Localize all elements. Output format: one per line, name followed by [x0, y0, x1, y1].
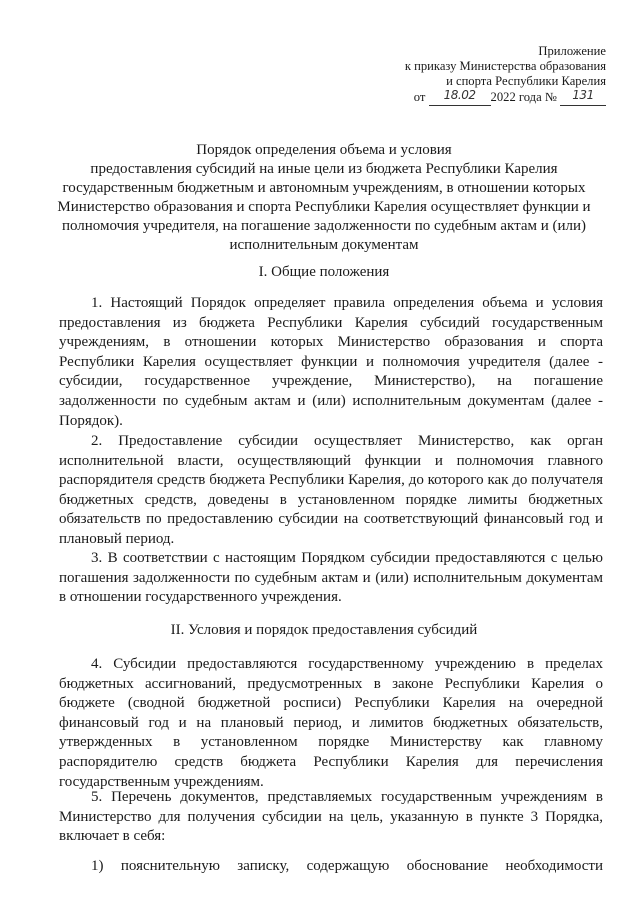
- title-line: предоставления субсидий на иные цели из бюджета Республики Карелия: [90, 161, 558, 177]
- title-line: государственным бюджетным и автономным учреждениям, в отношении которых: [62, 180, 586, 196]
- approval-date-line: [366, 87, 606, 106]
- section-heading-1: I. Общие положения: [258, 264, 390, 280]
- section-heading-2: II. Условия и порядок предоставления субсидий: [170, 622, 478, 638]
- paragraph-3: 3. В соответствии с настоящим Порядком субсидии предоставляются с целью погашения задолженности по судебным актам и (или) исполнительным документам в отношении государственного учреждения.: [59, 550, 603, 606]
- paragraph-5: 5. Перечень документов, представляемых государственным учреждениям в Министерство для получения субсидии на цель, указанную в пункте 3 Порядка, включает в себя:: [59, 789, 603, 845]
- paragraph-2: 2. Предоставление субсидии осуществляет Министерство, как орган исполнительной власти, осуществляющий функции и полномочия главного распорядителя средств бюджета Республики Карелия, до которого как до получателя бюджетных средств, доведены в установленном порядке лимиты бюджетных обязательств по предоставлению субсидии на соответствующий финансовый год и плановый период.: [59, 433, 603, 547]
- date-prefix: от: [413, 89, 426, 104]
- title-line: полномочия учредителя, на погашение задолженности по судебным актам и (или): [61, 218, 587, 234]
- title-line: Министерство образования и спорта Республики Карелия осуществляет функции и: [57, 199, 591, 215]
- paragraph-6: 1) пояснительную записку, содержащую обоснование необходимости: [91, 858, 603, 874]
- date-suffix: 2022 года №: [490, 89, 557, 104]
- date-field: [429, 87, 491, 106]
- title-line: Порядок определения объема и условия: [196, 142, 452, 158]
- number-handwritten: 131: [572, 87, 594, 102]
- approval-line-2: к приказу Министерства образования: [404, 59, 606, 74]
- paragraph-1: 1. Настоящий Порядок определяет правила определения объема и условия предоставления из бюджета Республики Карелия субсидий государственным учреждениям, в отношении которых Министерство образования и спорта Республики Карелия осуществляет функции и полномочия учредителя (далее - субсидии, государственное учреждение, Министерство), на погашение задолженности по судебным актам и (или) исполнительным документам (далее - Порядок).: [59, 295, 603, 429]
- approval-line-1: Приложение: [538, 44, 606, 58]
- document-title: [40, 141, 608, 255]
- date-handwritten: 18.02: [443, 87, 476, 102]
- title-line: исполнительным документам: [229, 237, 419, 253]
- paragraph-4: 4. Субсидии предоставляются государственному учреждению в пределах бюджетных ассигнований, предусмотренных в законе Республики Карелия о бюджете (сводной бюджетной росписи) Республики Карелия на очередной финансовый год и на плановый период, и лимитов бюджетных обязательств, утвержденных в установленном порядке Министерству как главному распорядителю средств бюджета Республики Карелия для перечисления государственным учреждениям.: [59, 656, 603, 790]
- number-field: [560, 87, 606, 106]
- approval-block: [366, 44, 606, 106]
- approval-line-3: и спорта Республики Карелия: [446, 74, 606, 89]
